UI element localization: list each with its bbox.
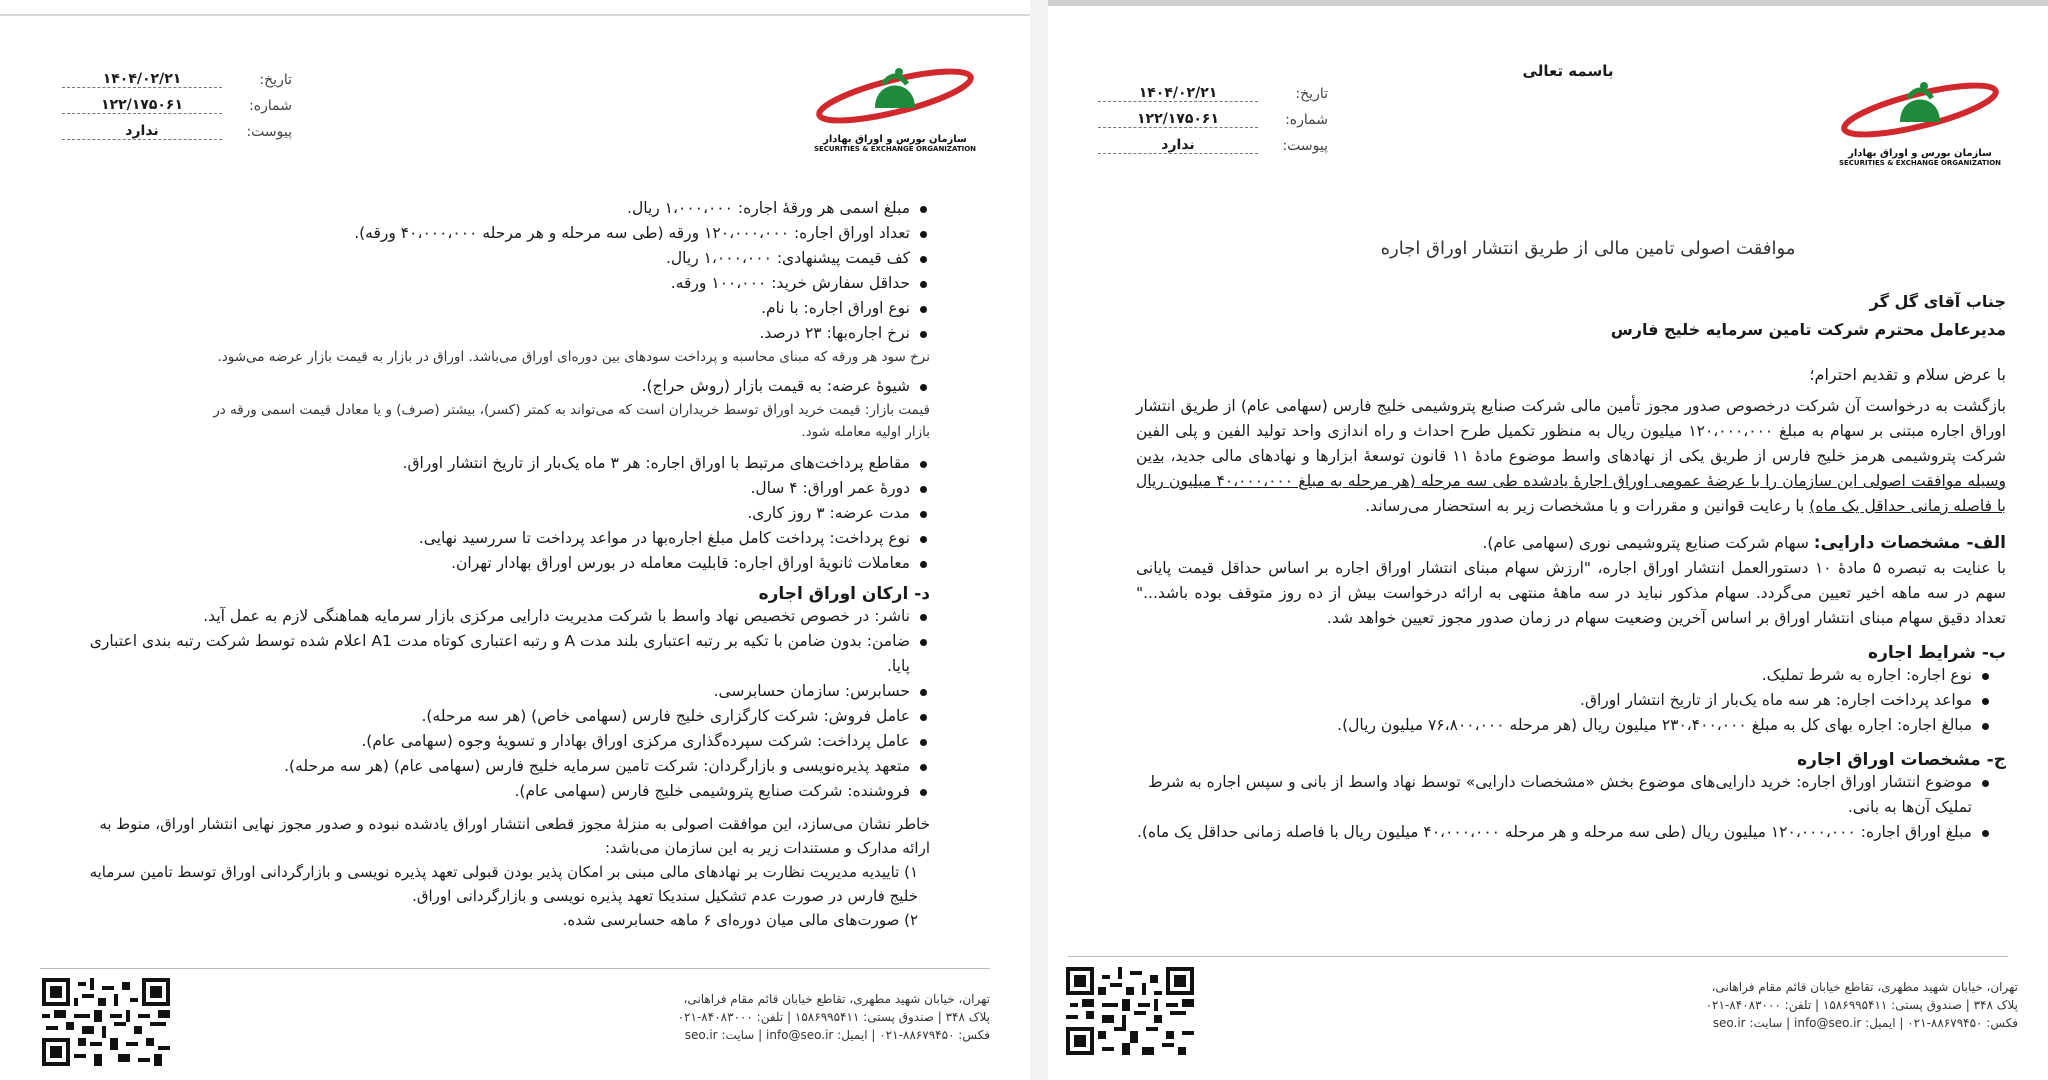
list-item: عامل فروش: شرکت کارگزاری خلیج فارس (سهامی خاص) (هر سه مرحله). <box>70 704 930 729</box>
greeting: با عرض سلام و تقدیم احترام؛ <box>1809 365 2006 384</box>
number-value: ۱۲۲/۱۷۵۰۶۱ <box>62 97 222 114</box>
seo-logo <box>1820 72 2020 167</box>
section-d-heading: د- ارکان اوراق اجاره <box>758 584 930 604</box>
date-label: تاریخ: <box>259 72 292 88</box>
letter-subject: موافقت اصولی تامین مالی از طریق انتشار اوراق اجاره <box>1380 238 1796 259</box>
footer-rule <box>40 968 990 969</box>
header-title: باسمه تعالی <box>1522 62 1614 80</box>
parties-list <box>70 604 930 804</box>
lease-terms-list <box>1136 663 2006 738</box>
logo-text-en: SECURITIES & EXCHANGE ORGANIZATION <box>813 145 977 153</box>
address-line: تهران، خیابان شهید مطهری، تقاطع خیابان قائم مقام فراهانی، <box>1711 980 2018 994</box>
list-item: نوع اجاره: اجاره به شرط تملیک. <box>1136 663 1992 688</box>
list-item: شیوهٔ عرضه: به قیمت بازار (روش حراج). <box>70 374 930 399</box>
date-value: ۱۴۰۴/۰۲/۲۱ <box>1098 85 1258 102</box>
logo-text-en: SECURITIES & EXCHANGE ORGANIZATION <box>1838 159 2002 167</box>
list-item: مبلغ اوراق اجاره: ۱۲۰،۰۰۰،۰۰۰ میلیون ریال (طی سه مرحله و هر مرحله ۴۰،۰۰۰،۰۰۰ میلیون ریال با فاصله زمانی حداقل یک ماه). <box>1136 820 1992 845</box>
attachment-label: پیوست: <box>1282 138 1328 154</box>
right-body <box>1136 288 2006 845</box>
seo-logo <box>795 58 995 153</box>
intro-tail: با رعایت قوانین و مقررات و با مشخصات زیر به استحضار می‌رساند. <box>1365 497 1805 515</box>
letter-meta <box>1098 76 1328 154</box>
list-item: حداقل سفارش خرید: ۱۰۰،۰۰۰ ورقه. <box>70 271 930 296</box>
payment-terms-list <box>70 451 930 576</box>
bond-specs-list <box>1136 770 2006 845</box>
number-label: شماره: <box>1285 112 1328 128</box>
left-body <box>70 196 930 932</box>
page-separator <box>1030 0 1048 1080</box>
list-item: نرخ اجاره‌بها: ۲۳ درصد. <box>70 321 930 346</box>
list-item: نوع پرداخت: پرداخت کامل مبلغ اجاره‌بها در مواعد پرداخت تا سررسید نهایی. <box>70 526 930 551</box>
web-line: فکس: ۸۸۶۷۹۴۵۰-۰۲۱ | ایمیل: info@seo.ir | سایت: seo.ir <box>1712 1016 2018 1030</box>
attachment-value: ندارد <box>1098 137 1258 154</box>
list-item: عامل پرداخت: شرکت سپرده‌گذاری مرکزی اوراق بهادار و تسویهٔ وجوه (سهامی عام). <box>70 729 930 754</box>
list-item: معاملات ثانویهٔ اوراق اجاره: قابلیت معامله در بورس اوراق بهادار تهران. <box>70 551 930 576</box>
footer-address <box>620 990 990 1044</box>
section-alef-inline: سهام شرکت صنایع پتروشیمی نوری (سهامی عام). <box>1482 534 1809 552</box>
letter-meta <box>62 62 292 140</box>
qr-code <box>42 978 170 1066</box>
seo-logo-mark <box>795 58 995 130</box>
list-item: دورهٔ عمر اوراق: ۴ سال. <box>70 476 930 501</box>
section-jim-heading: ج- مشخصات اوراق اجاره <box>1797 750 2006 770</box>
list-item: فروشنده: شرکت صنایع پتروشیمی خلیج فارس (سهامی عام). <box>70 779 930 804</box>
seo-logo-mark <box>1820 72 2020 144</box>
list-item: تعداد اوراق اجاره: ۱۲۰،۰۰۰،۰۰۰ ورقه (طی سه مرحله و هر مرحله ۴۰،۰۰۰،۰۰۰ ورقه). <box>70 221 930 246</box>
market-price-note: قیمت بازار: قیمت خرید اوراق توسط خریداران است که می‌تواند به کمتر (کسر)، بیشتر (صرف) و یا معادل قیمت اسمی ورقه در بازار اولیه معامله شود. <box>213 402 930 440</box>
bond-specs-list <box>70 196 930 346</box>
list-item: نوع اوراق اجاره: با نام. <box>70 296 930 321</box>
date-label: تاریخ: <box>1295 86 1328 102</box>
section-be-heading: ب- شرایط اجاره <box>1868 643 2006 663</box>
attachment-label: پیوست: <box>246 124 292 140</box>
attachment-value: ندارد <box>62 123 222 140</box>
contact-line: پلاک ۳۴۸ | صندوق پستی: ۱۵۸۶۹۹۵۴۱۱ | تلفن: ۸۴۰۸۳۰۰۰-۰۲۱ <box>1705 998 2018 1012</box>
web-line: فکس: ۸۸۶۷۹۴۵۰-۰۲۱ | ایمیل: info@seo.ir | سایت: seo.ir <box>684 1028 990 1042</box>
section-alef-body: با عنایت به تبصره ۵ مادهٔ ۱۰ دستورالعمل انتشار اوراق اجاره، "ارزش سهام مبنای انتشار اوراق اجاره بر اساس حداقل قیمت پایانی سهم در سه ماهه اخیر تعیین می‌گردد. سهام مذکور نباید در سه ماههٔ منتهی به ارائه درخواست بیش از ده روز متوقف بوده باشد..." تعداد دقیق سهام مبنای انتشار اوراق بر اساس آخرین وضعیت سهام در زمان صدور مجوز تعیین خواهد شد. <box>1136 559 2006 627</box>
contact-line: پلاک ۳۴۸ | صندوق پستی: ۱۵۸۶۹۹۵۴۱۱ | تلفن: ۸۴۰۸۳۰۰۰-۰۲۱ <box>677 1010 990 1024</box>
list-item: مبلغ اسمی هر ورقهٔ اجاره: ۱،۰۰۰،۰۰۰ ریال. <box>70 196 930 221</box>
addressee-title: مدیرعامل محترم شرکت تامین سرمایه خلیج فارس <box>1610 320 2006 339</box>
list-item: مبالغ اجاره: اجاره بهای کل به مبلغ ۲۳۰،۴۰۰،۰۰۰ میلیون ریال (هر مرحله ۷۶،۸۰۰،۰۰۰ میلیون ریال). <box>1136 713 1992 738</box>
footer-rule <box>1068 956 2008 957</box>
approval-text: بدین وسیله موافقت اصولی این سازمان را با عرضهٔ عمومی اوراق اجارهٔ یادشده طی سه مرحله (هر مرحله به مبلغ ۴۰،۰۰۰،۰۰۰ میلیون ریال با فاصله زمانی حداقل یک ماه) <box>1136 447 2006 515</box>
method-list <box>70 374 930 399</box>
number-label: شماره: <box>249 98 292 114</box>
number-value: ۱۲۲/۱۷۵۰۶۱ <box>1098 111 1258 128</box>
list-item: مقاطع پرداخت‌های مرتبط با اوراق اجاره: هر ۳ ماه یک‌بار از تاریخ انتشار اوراق. <box>70 451 930 476</box>
date-value: ۱۴۰۴/۰۲/۲۱ <box>62 71 222 88</box>
list-item: کف قیمت پیشنهادی: ۱،۰۰۰،۰۰۰ ریال. <box>70 246 930 271</box>
page-top-rule <box>0 14 1030 16</box>
list-item: ضامن: بدون ضامن با تکیه بر رتبه اعتباری بلند مدت A و رتبه اعتباری کوتاه مدت A1 اعلام شده توسط شرکت رتبه بندی اعتباری پایا. <box>70 629 930 679</box>
logo-text-fa: سازمان بورس و اوراق بهادار <box>823 134 967 145</box>
addressee-name: جناب آقای گل گر <box>1869 292 2006 311</box>
closing-paragraph: خاطر نشان می‌سازد، این موافقت اصولی به منزلهٔ مجوز قطعی انتشار اوراق یادشده نبوده و صدور مجوز نهایی انتشار اوراق، منوط به ارائه مدارک و مستندات زیر به این سازمان می‌باشد: <box>99 815 930 857</box>
section-alef-heading: الف- مشخصات دارایی: <box>1813 533 2006 553</box>
list-item: حسابرس: سازمان حسابرسی. <box>70 679 930 704</box>
address-line: تهران، خیابان شهید مطهری، تقاطع خیابان قائم مقام فراهانی، <box>683 992 990 1006</box>
rate-note: نرخ سود هر ورقه که مبنای محاسبه و پرداخت سودهای بین دوره‌ای اوراق می‌باشد. اوراق در بازار به قیمت بازار عرضه می‌شود. <box>217 349 930 365</box>
list-item: مواعد پرداخت اجاره: هر سه ماه یک‌بار از تاریخ انتشار اوراق. <box>1136 688 1992 713</box>
footer-address <box>1638 978 2018 1032</box>
requirement-2: ۲) صورت‌های مالی میان دوره‌ای ۶ ماهه حسابرسی شده. <box>562 911 918 929</box>
list-item: متعهد پذیره‌نویسی و بازارگردان: شرکت تامین سرمایه خلیج فارس (سهامی عام) (هر سه مرحله). <box>70 754 930 779</box>
list-item: ناشر: در خصوص تخصیص نهاد واسط با شرکت مدیریت دارایی مرکزی بازار سرمایه هماهنگی لازم به عمل آید. <box>70 604 930 629</box>
section-alef <box>1136 531 2006 631</box>
logo-text-fa: سازمان بورس و اوراق بهادار <box>1848 148 1992 159</box>
list-item: موضوع انتشار اوراق اجاره: خرید دارایی‌های موضوع بخش «مشخصات دارایی» توسط نهاد واسط از بانی و سپس اجاره به شرط تملیک آن‌ها به بانی. <box>1136 770 1992 820</box>
qr-code <box>1066 966 1194 1056</box>
list-item: مدت عرضه: ۳ روز کاری. <box>70 501 930 526</box>
letter-page-1 <box>1048 0 2048 1080</box>
requirement-1: ۱) تاییدیه مدیریت نظارت بر نهادهای مالی مبنی بر امکان پذیر بودن قبولی تعهد پذیره نویسی و بازارگردانی اوراق توسط تامین سرمایه خلیج فارس در صورت عدم تشکیل سندیکا تعهد پذیره نویسی و بازارگردانی اوراق. <box>89 863 918 905</box>
intro-paragraph <box>1136 394 2006 519</box>
intro-text: بازگشت به درخواست آن شرکت درخصوص صدور مجوز تأمین مالی شرکت صنایع پتروشیمی خلیج فارس (سهامی عام) از طریق انتشار اوراق اجاره مبتنی بر سهام به مبلغ ۱۲۰،۰۰۰،۰۰۰ میلیون ریال به منظور تکمیل طرح احداث و راه اندازی واحد تولید الفین و پلی الفین شرکت پتروشیمی هرمز خلیج فارس از طریق یکی از نهادهای واسط موضوع مادهٔ ۱۱ قانون توسعهٔ ابزارها و نهادهای مالی جدید، <box>1136 397 2006 465</box>
